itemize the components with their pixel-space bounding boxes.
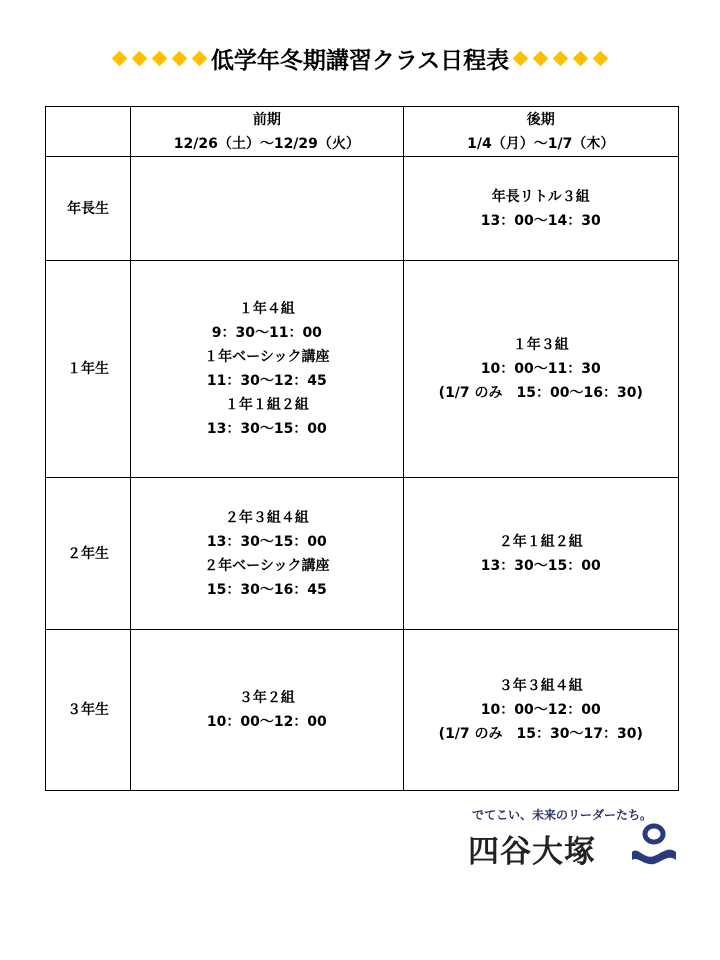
grade-label: ２年生	[46, 478, 131, 630]
header-second-term	[403, 107, 678, 157]
table-header-row	[46, 107, 679, 157]
class-name: １年１組２組	[224, 397, 309, 413]
second-term-dates: 1/4（月）～1/7（木）	[467, 135, 615, 152]
class-time: 15：30～16：45	[206, 581, 327, 598]
class-time: 11：30～12：45	[206, 373, 327, 389]
class-time: 13：30～15：00	[480, 557, 601, 574]
grade-label: ３年生	[46, 630, 131, 791]
first-term-cell	[131, 261, 403, 478]
diamond-icon	[553, 51, 568, 66]
grade-label: １年生	[46, 261, 131, 478]
second-term-cell	[403, 261, 678, 478]
class-time: 13：00～14：30	[480, 212, 601, 229]
second-term-cell	[403, 630, 678, 791]
class-name: ２年１組２組	[498, 533, 583, 550]
class-time: 13：30～15：00	[206, 421, 327, 437]
table-row	[46, 478, 679, 630]
diamond-icon	[112, 51, 127, 66]
class-time: 9：30～11：00	[211, 325, 322, 341]
schedule-table	[45, 106, 679, 791]
second-term-name: 後期	[526, 111, 555, 128]
logo-tagline: でてこい、未来のリーダーたち。	[472, 808, 653, 822]
first-term-cell	[131, 478, 403, 630]
second-term-cell	[403, 478, 678, 630]
page-title	[0, 40, 720, 76]
logo-name: 四谷大塚	[468, 834, 596, 870]
class-note: (1/7 のみ 15：30～17：30)	[438, 726, 643, 742]
diamond-icon	[593, 51, 608, 66]
class-name: ２年ベーシック講座	[204, 557, 330, 574]
title-text: 低学年冬期講習クラス日程表	[210, 47, 510, 74]
class-name: ３年３組４組	[498, 678, 583, 694]
table-row	[46, 261, 679, 478]
grade-label: 年長生	[46, 157, 131, 261]
diamond-icon	[192, 51, 207, 66]
diamond-icon	[573, 51, 588, 66]
title-diamonds-left	[112, 51, 207, 66]
table-row	[46, 157, 679, 261]
header-first-term	[131, 107, 403, 157]
diamond-icon	[132, 51, 147, 66]
yotsuya-otsuka-mark-icon	[628, 816, 680, 868]
class-time: 13：30～15：00	[206, 533, 327, 550]
class-name: １年３組	[512, 337, 569, 353]
class-name: １年４組	[238, 301, 295, 317]
table-row	[46, 630, 679, 791]
first-term-dates: 12/26（土）～12/29（火）	[173, 135, 360, 152]
header-grade-cell	[46, 107, 131, 157]
class-time: 10：00～12：00	[480, 702, 601, 718]
second-term-cell	[403, 157, 678, 261]
class-time: 10：00～12：00	[206, 714, 327, 730]
class-note: (1/7 のみ 15：00～16：30)	[438, 385, 643, 401]
title-diamonds-right	[513, 51, 608, 66]
diamond-icon	[513, 51, 528, 66]
brand-logo	[468, 806, 683, 870]
first-term-cell	[131, 630, 403, 791]
diamond-icon	[152, 51, 167, 66]
class-name: １年ベーシック講座	[204, 349, 330, 365]
class-name: 年長リトル３組	[491, 188, 590, 205]
class-name: ３年２組	[238, 690, 295, 706]
first-term-name: 前期	[252, 111, 281, 128]
first-term-cell	[131, 157, 403, 261]
class-time: 10：00～11：30	[480, 361, 601, 377]
diamond-icon	[172, 51, 187, 66]
class-name: ２年３組４組	[224, 509, 309, 526]
diamond-icon	[533, 51, 548, 66]
